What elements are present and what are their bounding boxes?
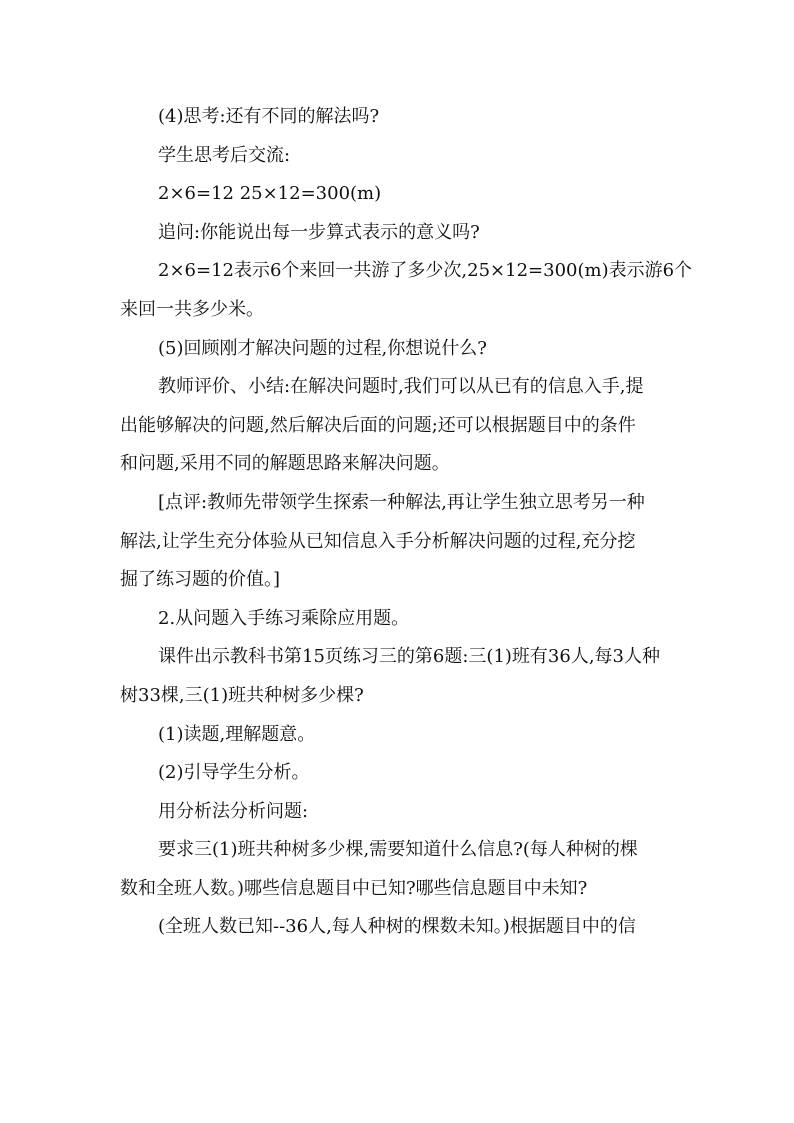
text-line: 2.从问题入手练习乘除应用题。 [158,607,410,629]
text-line: 解法,让学生充分体验从已知信息入手分析解决问题的过程,充分挖 [120,530,636,552]
text-line: 出能够解决的问题,然后解决后面的问题;还可以根据题目中的条件 [120,414,636,436]
text-line: (5)回顾刚才解决问题的过程,你想说什么? [158,337,487,359]
text-line: (4)思考:还有不同的解法吗? [158,106,380,127]
text-line: 掘了练习题的价值。] [120,569,281,591]
text-line: [点评:教师先带领学生探索一种解法,再让学生独立思考另一种 [158,491,645,513]
text-line: (1)读题,理解题意。 [158,723,316,745]
text-line: 学生思考后交流: [158,144,291,166]
text-line: 2×6=12 25×12=300(m) [158,183,382,205]
text-line: 教师评价、小结:在解决问题时,我们可以从已有的信息入手,提 [158,376,644,398]
text-line: 数和全班人数。)哪些信息题目中已知?哪些信息题目中未知? [120,877,588,899]
text-line: (全班人数已知--36人,每人种树的棵数未知。)根据题目中的信 [158,916,636,938]
text-line: (2)引导学生分析。 [158,762,310,784]
text-line: 2×6=12表示6个来回一共游了多少次,25×12=300(m)表示游6个 [158,260,693,282]
text-line: 来回一共多少米。 [120,298,264,320]
text-line: 课件出示教科书第15页练习三的第6题:三(1)班有36人,每3人种 [158,646,660,668]
text-line: 树33棵,三(1)班共种树多少棵? [120,684,364,706]
text-line: 用分析法分析问题: [158,800,309,822]
text-line: 和问题,采用不同的解题思路来解决问题。 [120,453,450,475]
document-body [120,98,693,947]
text-line: 追问:你能说出每一步算式表示的意义吗? [158,221,480,243]
text-line: 要求三(1)班共种树多少棵,需要知道什么信息?(每人种树的棵 [158,839,638,861]
